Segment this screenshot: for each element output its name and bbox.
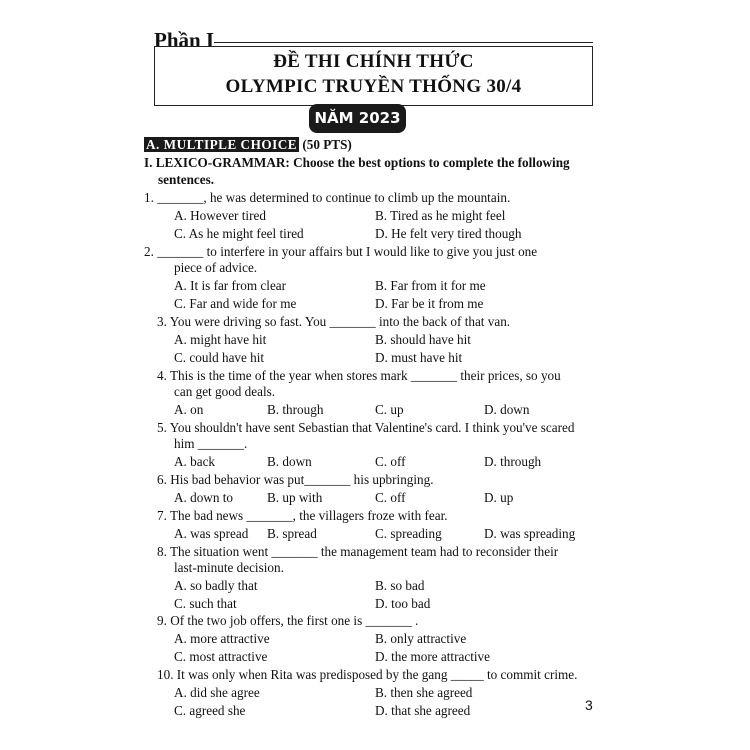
question-8-option-d: D. too bad bbox=[375, 596, 431, 611]
question-3-option-b: B. should have hit bbox=[375, 332, 471, 347]
question-1-option-d: D. He felt very tired though bbox=[375, 226, 522, 241]
question-5-option-a: A. back bbox=[174, 454, 216, 469]
question-9-option-b: B. only attractive bbox=[375, 631, 467, 646]
part-title: I. LEXICO-GRAMMAR: bbox=[144, 155, 290, 170]
question-2-stem-cont: piece of advice. bbox=[174, 260, 258, 275]
question-1-option-a: A. However tired bbox=[174, 208, 266, 223]
part-instruction-text: Choose the best options to complete the following bbox=[293, 155, 570, 170]
year-badge: NĂM 2023 bbox=[309, 104, 406, 133]
part-label: Phần I bbox=[154, 28, 215, 52]
question-3-option-a: A. might have hit bbox=[174, 332, 267, 347]
question-9-option-a: A. more attractive bbox=[174, 631, 270, 646]
question-10-option-b: B. then she agreed bbox=[375, 685, 473, 700]
question-8-stem: 8. The situation went _______ the management team had to reconsider their bbox=[157, 544, 559, 559]
section-heading bbox=[144, 137, 352, 153]
question-2-option-c: C. Far and wide for me bbox=[174, 296, 297, 311]
part-rule bbox=[214, 42, 593, 43]
question-10-option-c: C. agreed she bbox=[174, 703, 246, 718]
question-4-option-b: B. through bbox=[267, 402, 324, 417]
question-9-option-d: D. the more attractive bbox=[375, 649, 490, 664]
question-2-stem: 2. _______ to interfere in your affairs but I would like to give you just one bbox=[144, 244, 538, 259]
section-label: A. MULTIPLE CHOICE bbox=[146, 137, 298, 152]
question-8-option-a: A. so badly that bbox=[174, 578, 258, 593]
part-instruction bbox=[144, 155, 570, 171]
question-5-option-d: D. through bbox=[484, 454, 542, 469]
question-4-stem-cont: can get good deals. bbox=[174, 384, 276, 399]
question-2-option-a: A. It is far from clear bbox=[174, 278, 287, 293]
question-1-option-b: B. Tired as he might feel bbox=[375, 208, 506, 223]
question-4-option-c: C. up bbox=[375, 402, 404, 417]
question-10-stem: 10. It was only when Rita was predisposed by the gang _____ to commit crime. bbox=[157, 667, 578, 682]
question-6-stem: 6. His bad behavior was put_______ his upbringing. bbox=[157, 472, 434, 487]
question-6-option-c: C. off bbox=[375, 490, 406, 505]
question-5-stem-cont: him _______. bbox=[174, 436, 248, 451]
title-box bbox=[154, 46, 593, 106]
question-6-option-a: A. down to bbox=[174, 490, 233, 505]
question-3-option-d: D. must have hit bbox=[375, 350, 463, 365]
question-7-option-a: A. was spread bbox=[174, 526, 249, 541]
section-points: (50 PTS) bbox=[302, 137, 352, 152]
question-4-stem: 4. This is the time of the year when stores mark _______ their prices, so you bbox=[157, 368, 561, 383]
question-9-option-c: C. most attractive bbox=[174, 649, 268, 664]
question-9-stem: 9. Of the two job offers, the first one is _______ . bbox=[157, 613, 419, 628]
question-8-option-c: C. such that bbox=[174, 596, 237, 611]
question-5-option-c: C. off bbox=[375, 454, 406, 469]
part-instruction-cont: sentences. bbox=[158, 172, 215, 187]
page-number: 3 bbox=[585, 697, 593, 713]
question-7-option-d: D. was spreading bbox=[484, 526, 576, 541]
question-2-option-d: D. Far be it from me bbox=[375, 296, 484, 311]
question-6-option-b: B. up with bbox=[267, 490, 323, 505]
question-3-option-c: C. could have hit bbox=[174, 350, 265, 365]
question-10-option-a: A. did she agree bbox=[174, 685, 260, 700]
question-7-option-c: C. spreading bbox=[375, 526, 442, 541]
question-5-option-b: B. down bbox=[267, 454, 312, 469]
question-3-stem: 3. You were driving so fast. You _______ into the back of that van. bbox=[157, 314, 511, 329]
question-2-option-b: B. Far from it for me bbox=[375, 278, 486, 293]
question-6-option-d: D. up bbox=[484, 490, 514, 505]
question-1-option-c: C. As he might feel tired bbox=[174, 226, 304, 241]
question-10-option-d: D. that she agreed bbox=[375, 703, 471, 718]
question-8-stem-cont: last-minute decision. bbox=[174, 560, 284, 575]
title-line-1: ĐỀ THI CHÍNH THỨC bbox=[273, 51, 474, 72]
question-1-stem: 1. _______, he was determined to continue to climb up the mountain. bbox=[144, 190, 511, 205]
question-7-option-b: B. spread bbox=[267, 526, 317, 541]
question-8-option-b: B. so bad bbox=[375, 578, 425, 593]
question-5-stem: 5. You shouldn't have sent Sebastian that Valentine's card. I think you've scared bbox=[157, 420, 575, 435]
question-7-stem: 7. The bad news _______, the villagers froze with fear. bbox=[157, 508, 448, 523]
question-4-option-d: D. down bbox=[484, 402, 530, 417]
title-line-2: OLYMPIC TRUYỀN THỐNG 30/4 bbox=[225, 76, 522, 97]
question-4-option-a: A. on bbox=[174, 402, 204, 417]
